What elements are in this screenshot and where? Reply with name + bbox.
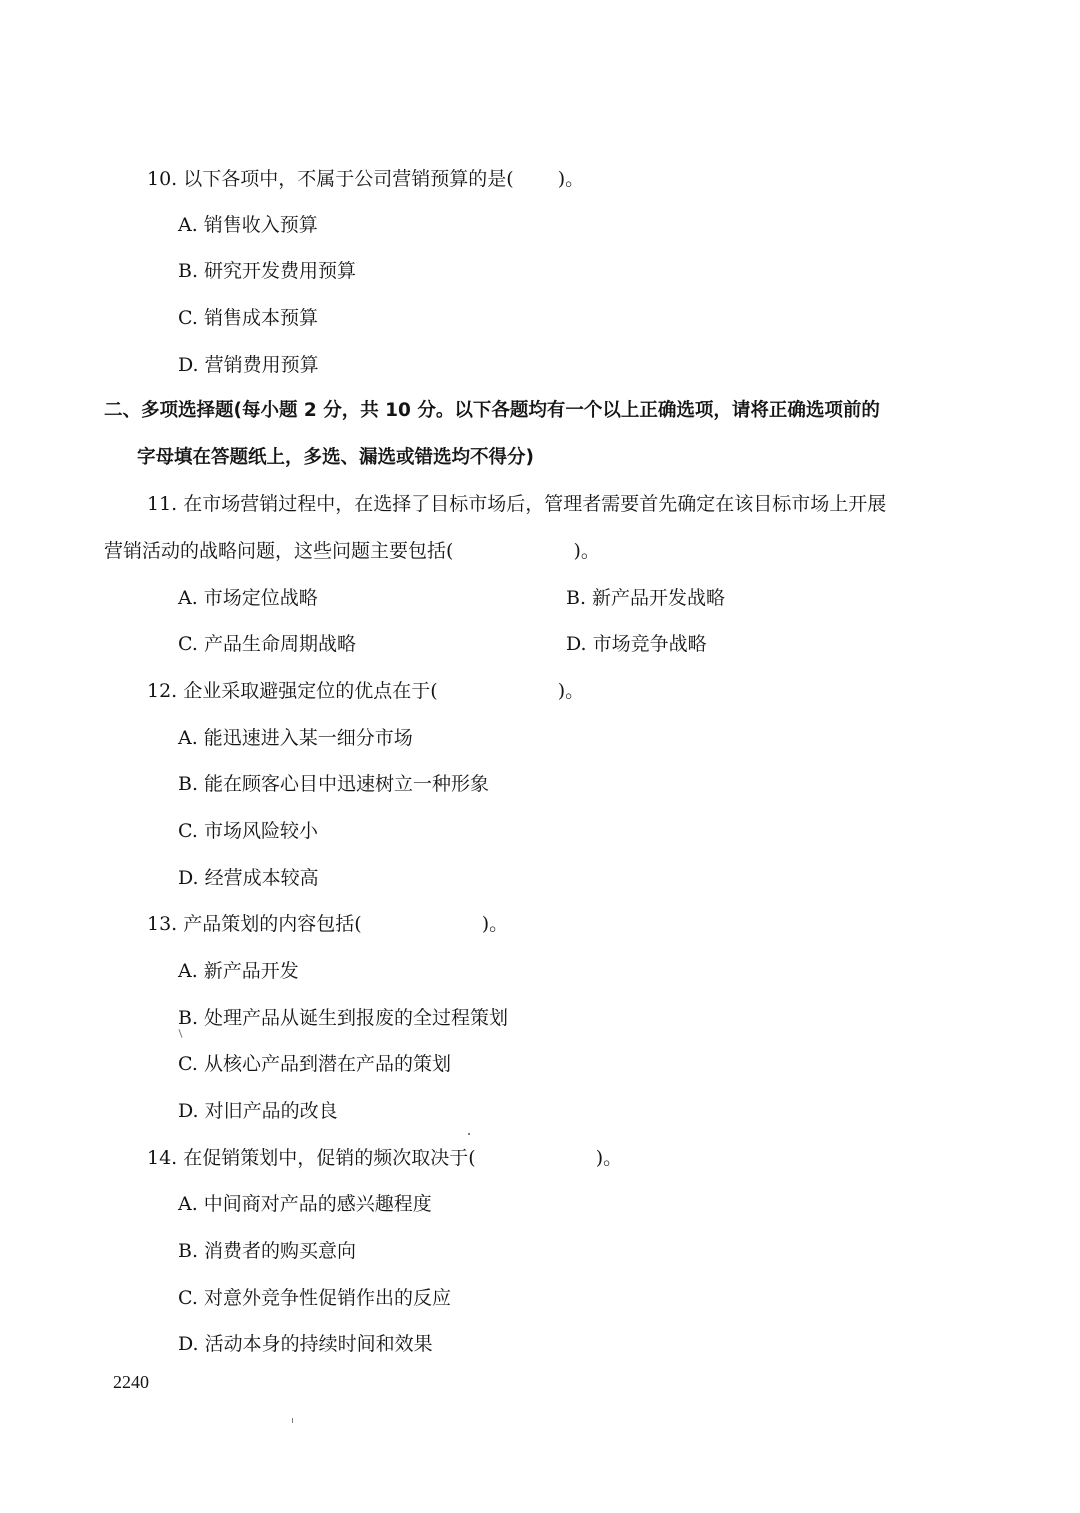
q13-option-a: A. 新产品开发 xyxy=(178,960,299,982)
section-2-heading-line2: 字母填在答题纸上，多选、漏选或错选均不得分) xyxy=(137,447,534,468)
q13-option-d: D. 对旧产品的改良 xyxy=(178,1100,338,1122)
q10-option-b: B. 研究开发费用预算 xyxy=(178,260,357,282)
q10-option-c: C. 销售成本预算 xyxy=(178,307,318,329)
q10-stem: 10. 以下各项中，不属于公司营销预算的是( )。 xyxy=(147,168,585,190)
q13-option-c: C. 从核心产品到潜在产品的策划 xyxy=(178,1053,451,1075)
q11-stem-line1: 11. 在市场营销过程中，在选择了目标市场后，管理者需要首先确定在该目标市场上开展 xyxy=(147,493,887,515)
q11-option-d: D. 市场竞争战略 xyxy=(566,633,707,655)
q14-option-d: D. 活动本身的持续时间和效果 xyxy=(178,1333,433,1355)
q12-option-a: A. 能迅速进入某一细分市场 xyxy=(178,727,413,749)
q14-stem: 14. 在促销策划中，促销的频次取决于( )。 xyxy=(147,1147,623,1169)
q11-option-c: C. 产品生命周期战略 xyxy=(178,633,356,655)
q12-option-b: B. 能在顾客心目中迅速树立一种形象 xyxy=(178,773,490,795)
page-code: 2240 xyxy=(113,1372,149,1392)
q13-stem: 13. 产品策划的内容包括( )。 xyxy=(147,913,509,935)
q14-option-a: A. 中间商对产品的感兴趣程度 xyxy=(178,1193,432,1215)
section-2-heading-line1: 二、多项选择题(每小题 2 分，共 10 分。以下各题均有一个以上正确选项，请将正确选项前的 xyxy=(104,400,880,421)
q11-option-a: A. 市场定位战略 xyxy=(178,587,318,609)
q10-option-d: D. 营销费用预算 xyxy=(178,354,319,376)
scan-speck xyxy=(468,1133,470,1135)
q12-option-d: D. 经营成本较高 xyxy=(178,867,319,889)
q11-stem-line2: 营销活动的战略问题，这些问题主要包括( )。 xyxy=(104,540,600,562)
q11-option-b: B. 新产品开发战略 xyxy=(566,587,726,609)
q10-option-a: A. 销售收入预算 xyxy=(178,214,318,236)
q12-option-c: C. 市场风险较小 xyxy=(178,820,318,842)
q12-stem: 12. 企业采取避强定位的优点在于( )。 xyxy=(147,680,585,702)
q14-option-b: B. 消费者的购买意向 xyxy=(178,1240,357,1262)
scan-speck xyxy=(292,1418,293,1423)
q14-option-c: C. 对意外竞争性促销作出的反应 xyxy=(178,1287,451,1309)
q13-option-b: B. 处理产品从诞生到报废的全过程策划 xyxy=(178,1007,509,1029)
